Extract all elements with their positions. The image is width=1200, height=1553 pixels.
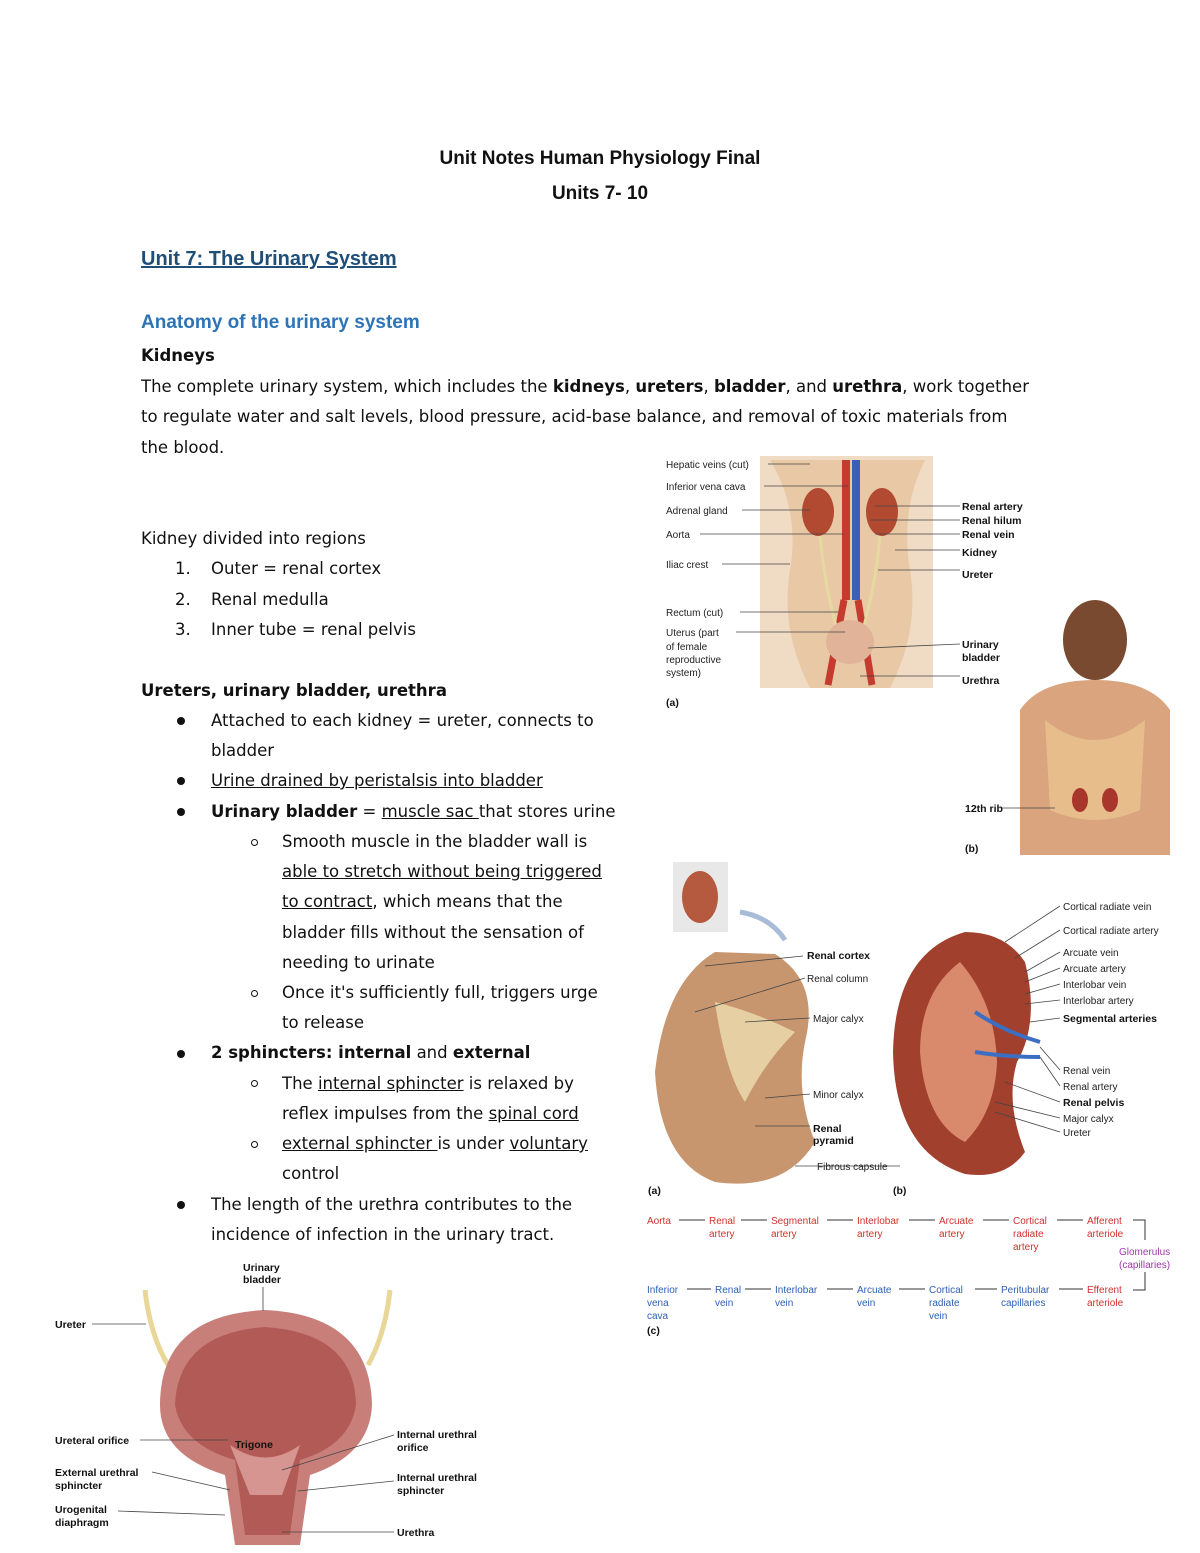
intro-text: The complete urinary system, which includes the: [141, 377, 553, 396]
urinary-system-figure: [660, 450, 1180, 860]
flow-renal-artery: artery: [709, 1229, 735, 1240]
sub-bullet-text: [282, 1099, 579, 1129]
intro-comma: ,: [703, 377, 714, 396]
label-renal-vein: Renal vein: [962, 529, 1015, 541]
label-major-calyx-b: Major calyx: [1063, 1114, 1114, 1125]
flow-cortical-radiate-vein: radiate: [929, 1298, 960, 1309]
bullet-text: [211, 1038, 530, 1068]
label-fibrous-capsule: Fibrous capsule: [817, 1162, 888, 1173]
bladder-interior-shape: [175, 1327, 356, 1535]
text: The: [282, 1074, 318, 1093]
label-arcuate-artery: Arcuate artery: [1063, 964, 1126, 975]
label-hepatic-veins: Hepatic veins (cut): [666, 460, 749, 471]
label-cortical-radiate-artery: Cortical radiate artery: [1063, 926, 1159, 937]
label-kidney: Kidney: [962, 547, 998, 559]
label-urethra: Urethra: [962, 675, 1000, 687]
list-item: Inner tube = renal pelvis: [211, 620, 416, 639]
bullet-text: bladder: [211, 741, 275, 760]
flow-cortical-radiate-vein: Cortical: [929, 1285, 963, 1296]
label-renal-cortex: Renal cortex: [807, 950, 871, 962]
bladder-shape: [826, 620, 874, 664]
intro-comma: ,: [624, 377, 636, 396]
urogenital-leader-line: [118, 1511, 225, 1515]
label-renal-artery: Renal artery: [962, 501, 1023, 513]
flow-arrows-top: [679, 1220, 1145, 1290]
sub-bullet-icon: [251, 1141, 258, 1148]
flow-segmental-artery: Segmental: [771, 1216, 819, 1227]
label-uterus: Uterus (part: [666, 628, 719, 639]
label-minor-calyx: Minor calyx: [813, 1090, 864, 1101]
label-renal-artery-b: Renal artery: [1063, 1082, 1118, 1093]
bullet-icon: [177, 777, 185, 785]
flow-inferior-vena-cava: Inferior: [647, 1285, 679, 1296]
external-sphincter-term: external sphincter: [282, 1134, 438, 1153]
ureters-heading: Ureters, urinary bladder, urethra: [141, 681, 447, 700]
equals: =: [357, 802, 382, 821]
label-urogenital-diaphragm: diaphragm: [55, 1517, 109, 1529]
label-segmental-arteries: Segmental arteries: [1063, 1013, 1157, 1025]
unit-heading: Unit 7: The Urinary System: [141, 248, 397, 270]
intro-urethra: urethra: [832, 377, 903, 396]
label-interlobar-vein: Interlobar vein: [1063, 980, 1127, 991]
bullet-icon: [177, 717, 185, 725]
intro-ureters: ureters: [635, 377, 704, 396]
label-urinary-bladder: Urinary: [243, 1262, 280, 1274]
bullet-text: Attached to each kidney = ureter, connects to: [211, 711, 594, 730]
panel-label-a: (a): [666, 697, 679, 709]
label-renal-pyramid: pyramid: [813, 1135, 854, 1147]
aorta-shape: [842, 460, 850, 600]
regions-heading: Kidney divided into regions: [141, 529, 366, 548]
list-number: 3.: [175, 620, 191, 639]
label-trigone: Trigone: [235, 1439, 273, 1451]
label-internal-sphincter: Internal urethral: [397, 1472, 477, 1484]
bullet-icon: [177, 1201, 185, 1209]
label-urogenital-diaphragm: Urogenital: [55, 1504, 107, 1516]
flow-inferior-vena-cava: vena: [647, 1298, 669, 1309]
label-12th-rib: 12th rib: [965, 803, 1003, 815]
flow-segmental-artery: artery: [771, 1229, 797, 1240]
intro-line-2: to regulate water and salt levels, blood pressure, acid-base balance, and removal of toxic materials from: [141, 407, 1008, 426]
label-iliac-crest: Iliac crest: [666, 560, 709, 571]
text: is relaxed by: [463, 1074, 574, 1093]
text: reflex impulses from the: [282, 1104, 489, 1123]
kidneys-heading: Kidneys: [141, 346, 215, 365]
label-cortical-radiate-vein: Cortical radiate vein: [1063, 902, 1152, 913]
flow-renal-vein: vein: [715, 1298, 734, 1309]
intro-line-1: [141, 372, 1029, 402]
flow-interlobar-artery: Interlobar: [857, 1216, 900, 1227]
flow-efferent-arteriole: arteriole: [1087, 1298, 1124, 1309]
intro-and: , and: [785, 377, 833, 396]
vena-cava-shape: [852, 460, 860, 600]
flow-glomerulus: (capillaries): [1119, 1260, 1171, 1271]
label-adrenal-gland: Adrenal gland: [666, 506, 728, 517]
sub-bullet-text: [282, 1129, 588, 1159]
flow-afferent-arteriole: Afferent: [1087, 1216, 1122, 1227]
list-item: Renal medulla: [211, 590, 329, 609]
and: and: [411, 1043, 453, 1062]
document-title: Unit Notes Human Physiology Final: [439, 148, 761, 169]
ext-sphincter-leader-line: [152, 1472, 230, 1490]
label-renal-pelvis-b: Renal pelvis: [1063, 1097, 1125, 1109]
panel-label-c: (c): [647, 1325, 660, 1337]
label-external-sphincter: sphincter: [55, 1480, 103, 1492]
bullet-text: The length of the urethra contributes to the: [211, 1195, 573, 1214]
ureter-left-shape: [145, 1290, 168, 1365]
label-uterus: reproductive: [666, 655, 722, 666]
bullet-icon: [177, 1050, 185, 1058]
inset-kidney-shape: [682, 871, 718, 923]
flow-cortical-radiate-artery: Cortical: [1013, 1216, 1047, 1227]
label-arcuate-vein: Arcuate vein: [1063, 948, 1119, 959]
label-ureteral-orifice: Ureteral orifice: [55, 1435, 130, 1447]
sub-bullet-icon: [251, 1080, 258, 1087]
label-interlobar-artery: Interlobar artery: [1063, 996, 1134, 1007]
label-internal-orifice: Internal urethral: [397, 1429, 477, 1441]
sub-bullet-text: Once it's sufficiently full, triggers urge: [282, 983, 598, 1002]
intro-line-3: the blood.: [141, 438, 225, 457]
label-renal-hilum: Renal hilum: [962, 515, 1022, 527]
muscle-sac-term: muscle sac: [381, 802, 479, 821]
sub-bullet-icon: [251, 990, 258, 997]
sub-bullet-icon: [251, 839, 258, 846]
bullet-text: incidence of infection in the urinary tract.: [211, 1225, 555, 1244]
spinal-cord-term: spinal cord: [488, 1104, 579, 1123]
label-external-sphincter: External urethral: [55, 1467, 139, 1479]
flow-interlobar-vein: Interlobar: [775, 1285, 818, 1296]
label-urinary-bladder: Urinary: [962, 639, 999, 651]
right-kidney-shape: [866, 488, 898, 536]
flow-inferior-vena-cava: cava: [647, 1311, 669, 1322]
flow-arcuate-artery: artery: [939, 1229, 965, 1240]
flow-arcuate-vein: Arcuate: [857, 1285, 892, 1296]
sub-bullet-text: Smooth muscle in the bladder wall is: [282, 832, 588, 851]
sub-bullet-text: needing to urinate: [282, 953, 435, 972]
voluntary-term: voluntary: [509, 1134, 588, 1153]
intro-bladder: bladder: [713, 377, 786, 396]
label-urinary-bladder: bladder: [243, 1274, 281, 1286]
panel-label-a: (a): [648, 1185, 661, 1197]
section-heading: Anatomy of the urinary system: [141, 312, 420, 333]
panel-label-b: (b): [965, 843, 979, 855]
bladder-figure: [50, 1255, 510, 1550]
list-number: 1.: [175, 559, 191, 578]
label-renal-column: Renal column: [807, 974, 869, 985]
bladder-term: Urinary bladder: [211, 802, 358, 821]
bullet-icon: [177, 808, 185, 816]
kidney-anatomy-figure: [645, 862, 1185, 1342]
flow-efferent-arteriole: Efferent: [1087, 1285, 1122, 1296]
back-kidney-right: [1102, 788, 1118, 812]
label-renal-pyramid: Renal: [813, 1123, 842, 1135]
sub-bullet-text: bladder fills without the sensation of: [282, 923, 584, 942]
flow-afferent-arteriole: arteriole: [1087, 1229, 1124, 1240]
flow-cortical-radiate-artery: radiate: [1013, 1229, 1044, 1240]
bullet-text: Urine drained by peristalsis into bladder: [211, 771, 543, 790]
internal-sphincter-term: internal sphincter: [317, 1074, 464, 1093]
flow-aorta: Aorta: [647, 1216, 671, 1227]
label-ureter-b: Ureter: [1063, 1128, 1091, 1139]
label-uterus: of female: [666, 642, 708, 653]
label-ureter: Ureter: [962, 569, 993, 581]
flow-cortical-radiate-vein: vein: [929, 1311, 948, 1322]
intro-kidneys: kidneys: [552, 377, 625, 396]
back-kidney-left: [1072, 788, 1088, 812]
blood-flow-chart: [647, 1216, 1170, 1337]
label-uterus: system): [666, 668, 701, 679]
text: , which means that the: [372, 892, 563, 911]
sub-bullet-text: to release: [282, 1013, 364, 1032]
external-term: external: [452, 1043, 531, 1062]
list-item: Outer = renal cortex: [211, 559, 382, 578]
label-aorta: Aorta: [666, 530, 690, 541]
bullet-end: that stores urine: [478, 802, 616, 821]
flow-arcuate-vein: vein: [857, 1298, 876, 1309]
label-rectum: Rectum (cut): [666, 608, 724, 619]
label-renal-vein-b: Renal vein: [1063, 1066, 1111, 1077]
sub-bullet-text: control: [282, 1164, 340, 1183]
bullet-text: [211, 797, 616, 827]
ureter-right-shape: [368, 1290, 390, 1365]
sub-bullet-text: [282, 1069, 574, 1099]
label-ureter: Ureter: [55, 1319, 86, 1331]
int-sphincter-leader-line: [298, 1481, 394, 1491]
text: is under: [437, 1134, 510, 1153]
flow-interlobar-artery: artery: [857, 1229, 883, 1240]
intro-text: , work together: [902, 377, 1029, 396]
flow-peritubular-capillaries: Peritubular: [1001, 1285, 1050, 1296]
label-internal-orifice: orifice: [397, 1442, 429, 1454]
flow-cortical-radiate-artery: artery: [1013, 1242, 1039, 1253]
flow-peritubular-capillaries: capillaries: [1001, 1298, 1046, 1309]
label-urinary-bladder: bladder: [962, 652, 1000, 664]
label-internal-sphincter: sphincter: [397, 1485, 445, 1497]
document-subtitle: Units 7- 10: [551, 183, 649, 204]
list-number: 2.: [175, 590, 191, 609]
label-major-calyx: Major calyx: [813, 1014, 864, 1025]
flow-arcuate-artery: Arcuate: [939, 1216, 974, 1227]
flow-renal-artery: Renal: [709, 1216, 736, 1227]
flow-glomerulus: Glomerulus: [1119, 1247, 1171, 1258]
flow-interlobar-vein: vein: [775, 1298, 794, 1309]
label-urethra: Urethra: [397, 1527, 435, 1539]
to-contract-term: to contract: [282, 892, 373, 911]
sub-bullet-text: able to stretch without being triggered: [282, 862, 602, 881]
flow-renal-vein: Renal: [715, 1285, 742, 1296]
label-inferior-vena-cava: Inferior vena cava: [666, 482, 746, 493]
panel-label-b: (b): [893, 1185, 907, 1197]
head-shape: [1063, 600, 1127, 680]
sphincters-term: 2 sphincters: internal: [211, 1043, 412, 1062]
sub-bullet-text: [282, 887, 563, 917]
inset-arrow: [740, 912, 785, 940]
left-kidney-shape: [802, 488, 834, 536]
